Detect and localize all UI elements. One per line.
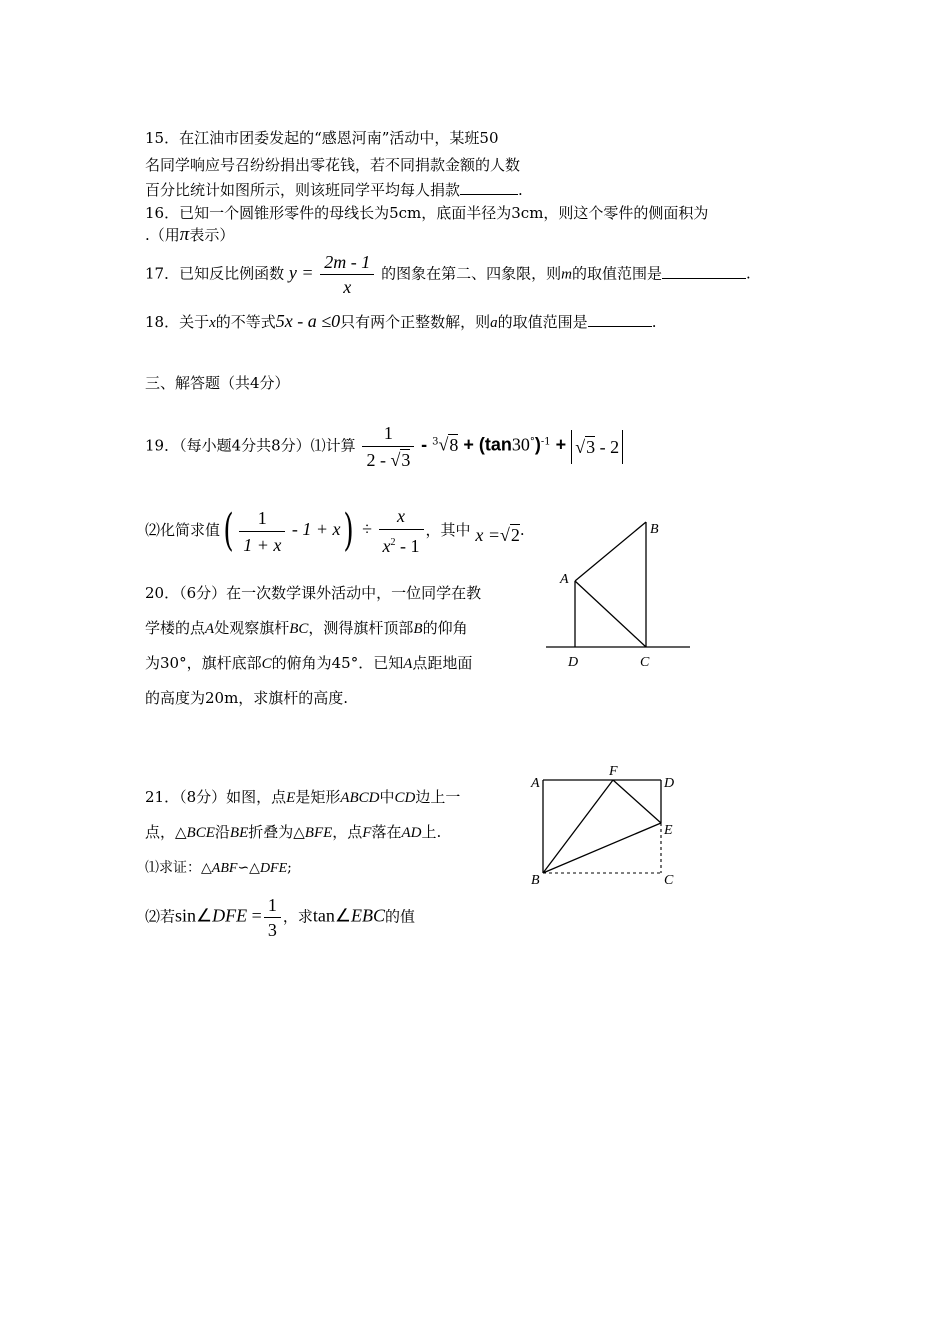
q20-line2c: ，测得旗杆顶部 [308, 619, 414, 637]
q19-cbrt-sign: √ [438, 434, 449, 455]
q15-line3 [145, 180, 523, 200]
q19-fraction [362, 420, 414, 473]
q19-line [145, 420, 623, 473]
q16-line2 [145, 225, 234, 245]
q18-suffix: 的取值范围是 [497, 313, 588, 331]
q20-line2 [145, 618, 468, 639]
q21-line1b: 是矩形 [295, 788, 341, 806]
q20-B: B [413, 621, 423, 637]
q17-y: y = [288, 262, 314, 283]
q19b-divide: ÷ [357, 519, 377, 539]
q18-a: a [490, 315, 498, 331]
q19b-sqrt2: 2 [510, 525, 520, 545]
q21-ABF: ABF [211, 861, 238, 876]
q20-BC: BC [289, 621, 309, 637]
q21-line3a: ⑴求证：△ [145, 860, 212, 876]
q19-prefix: 19．（每小题4分共8分）⑴计算 [145, 436, 356, 455]
q21-AD: AD [401, 825, 422, 841]
fig20-label-C: C [640, 655, 650, 670]
q20-line1: 20．（6分）在一次数学课外活动中，一位同学在教 [145, 584, 482, 602]
q17-fraction [320, 250, 374, 299]
q20-line3a: 为30°，旗杆底部 [145, 654, 262, 672]
q21-E: E [286, 790, 296, 806]
q21-line4a: ⑵若 [145, 907, 176, 926]
q19-cbrt-index: 3 [432, 436, 439, 448]
q19-frac-den: 2 - √3 [362, 446, 414, 473]
fig20-label-D: D [568, 655, 579, 670]
q21-line2f: 上. [421, 823, 442, 841]
section-3-heading: 三、解答题（共4分） [145, 374, 290, 392]
q21-BCE: BCE [186, 825, 215, 841]
q17-mid: 的图象在第二、四象限，则 [381, 264, 562, 283]
q18-answer-blank [588, 312, 652, 327]
q21-line1 [145, 787, 460, 808]
q19b-prefix: ⑵化简求值 [145, 521, 221, 539]
q19-den-sqrt: 3 [401, 450, 411, 470]
q21-ABCD: ABCD [340, 790, 380, 806]
fig21-label-E: E [664, 823, 673, 838]
q19b-f2-den-a: x [382, 536, 391, 556]
q16-line1: 16．已知一个圆锥形零件的母线长为5cm，底面半径为3cm，则这个零件的侧面积为 [145, 204, 709, 222]
q15-line2: 名同学响应号召纷纷捐出零花钱，若不同捐款金额的人数 [145, 156, 521, 174]
q20-line2a: 学楼的点 [145, 619, 206, 637]
q19b-right-paren: ) [343, 505, 355, 556]
q19b-rest: - 1 + x [287, 519, 341, 539]
q19b-f2-num: x [397, 506, 406, 526]
q21-line3b: ; [287, 860, 292, 876]
q21-eq: = [247, 905, 262, 926]
q19b-end: . [519, 521, 525, 539]
q21-F: F [362, 825, 372, 841]
q15-answer-blank [460, 180, 518, 195]
q21-figure [525, 762, 685, 892]
q17-prefix: 17．已知反比例函数 [145, 264, 285, 283]
q19-frac-num: 1 [383, 423, 393, 443]
q21-line2a: 点，△ [145, 823, 187, 841]
q17-m: m [561, 266, 572, 283]
q17-frac-den: x [320, 274, 374, 299]
q19-plus1: + ( [458, 434, 485, 455]
q19b-f1-den: 1 + x [239, 531, 285, 558]
fig21-label-C: C [664, 873, 674, 888]
q21-line2b: 沿 [214, 823, 230, 841]
q21-fraction [264, 893, 281, 942]
fig20-label-B: B [650, 522, 659, 537]
q20-A2: A [403, 656, 413, 672]
q19-abs-sqrt: 3 [586, 436, 596, 457]
q20-line3c: 点距地面 [412, 654, 473, 672]
q21-line3 [145, 858, 292, 879]
q19-cbrt-radicand: 8 [449, 434, 459, 455]
fig21-label-D: D [664, 776, 675, 791]
q19-exponent: -1 [540, 436, 551, 448]
q20-line4: 的高度为20m，求旗杆的高度. [145, 689, 349, 707]
q19b-f2-den-b: - 1 [395, 536, 420, 556]
q19b-x-eq: x = [475, 525, 500, 545]
q18-line [145, 311, 656, 333]
q19b-line [145, 503, 525, 559]
q17-end: . [745, 264, 751, 283]
q19b-f1-num: 1 [257, 507, 267, 528]
fig21-segment-BE [543, 823, 661, 873]
q19b-fraction-2 [379, 503, 424, 559]
q21-line4c: 的值 [384, 907, 415, 926]
q20-A: A [205, 621, 215, 637]
fig21-label-B: B [531, 873, 540, 888]
q21-line1c: 中 [379, 788, 395, 806]
q21-sin: sin∠ [175, 905, 213, 926]
q21-BE: BE [229, 825, 249, 841]
q21-line2 [145, 822, 441, 843]
q21-frac-num: 1 [267, 895, 277, 915]
q21-line2e: 落在 [371, 823, 402, 841]
q19-close: ) [534, 434, 541, 455]
q15-line3-text: 百分比统计如图所示，则该班同学平均每人捐款 [145, 181, 461, 199]
q20-figure [540, 515, 700, 675]
q21-tan-var: EBC [350, 905, 385, 926]
q17-line [145, 250, 751, 299]
q17-answer-blank [662, 264, 746, 279]
q19-den-a: 2 - [366, 450, 391, 470]
q16-pi: π [179, 224, 190, 245]
fig20-label-A: A [560, 572, 569, 587]
q19-absolute-value: √3 - 2 [571, 430, 623, 464]
q20-line3 [145, 653, 472, 674]
q18-prefix: 18．关于 [145, 313, 210, 331]
q21-line1a: 21．（8分）如图，点 [145, 788, 287, 806]
fig21-segment-FE [613, 780, 661, 823]
q19-tan: tan [484, 434, 512, 455]
q19b-sqrt-sign: √ [499, 525, 510, 545]
q19b-fraction-1 [239, 505, 285, 558]
q20-line2b: 处观察旗杆 [214, 619, 290, 637]
q21-frac-den: 3 [264, 917, 281, 942]
fig21-segment-BF [543, 780, 613, 873]
q21-line4b: ，求 [282, 907, 313, 926]
fig21-label-A: A [531, 776, 540, 791]
q15-line1: 15．在江油市团委发起的“感恩河南”活动中，某班50 [145, 129, 499, 147]
fig21-label-F: F [609, 764, 618, 779]
fig20-sightline-AB [575, 522, 646, 581]
q15-end: . [518, 181, 523, 199]
q16-line2-prefix: .（用 [145, 226, 180, 244]
q21-CD: CD [394, 790, 416, 806]
fig20-sightline-AC [575, 581, 646, 647]
q19b-f2-den-exp: 2 [390, 537, 396, 548]
q20-line3b: 的俯角为45°．已知 [271, 654, 404, 672]
q21-line1d: 边上一 [415, 788, 461, 806]
q18-end: . [651, 313, 657, 331]
q18-mid2: 只有两个正整数解，则 [340, 313, 491, 331]
q21-DFE: DFE [259, 861, 288, 876]
q21-sin-var: DFE [212, 905, 248, 926]
q19-degree: ° [529, 436, 535, 448]
q19b-left-paren: ( [223, 505, 234, 556]
q20-line2d: 的仰角 [422, 619, 468, 637]
q19-plus2: + [550, 434, 572, 455]
q18-x: x [209, 315, 216, 331]
q19-minus: - [421, 434, 433, 455]
q16-line2-suffix: 表示） [189, 226, 235, 244]
q18-inequality: 5x - a ≤0 [275, 311, 341, 331]
q20-C: C [261, 656, 272, 672]
q17-frac-num: 2m - 1 [324, 252, 371, 272]
q21-line2c: 折叠为△ [248, 823, 305, 841]
q21-BFE: BFE [304, 825, 333, 841]
q19-angle: 30 [511, 434, 530, 455]
q19b-mid: ，其中 [425, 521, 471, 539]
q17-suffix: 的取值范围是 [571, 264, 662, 283]
q19b-f2-den [379, 529, 424, 559]
q19-abs-rest: - 2 [595, 436, 620, 457]
q18-mid1: 的不等式 [215, 313, 276, 331]
q21-tan: tan∠ [312, 905, 351, 926]
q21-line4 [145, 893, 415, 942]
q21-sim: ∽△ [237, 860, 260, 876]
q21-line2d: ，点 [332, 823, 363, 841]
